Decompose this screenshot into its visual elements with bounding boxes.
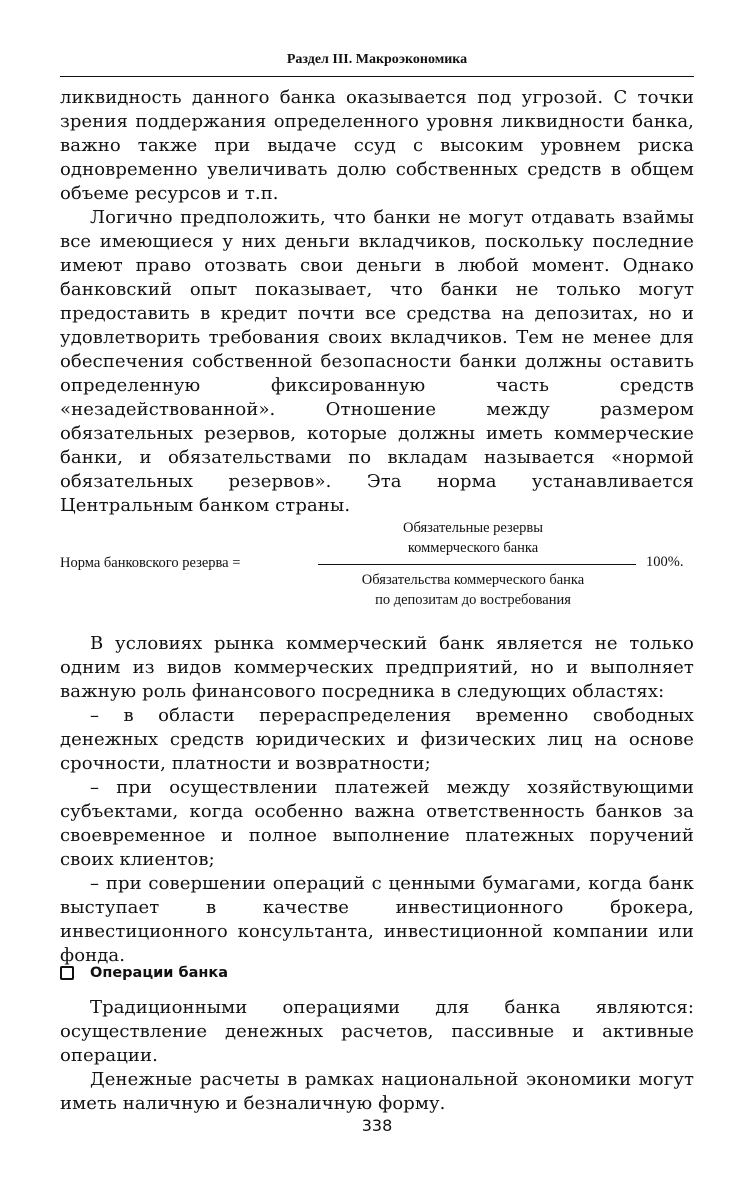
paragraph-liquidity: ликвидность данного банка оказывается под угрозой. С точки зрения поддержания определенного уровня ликвидности банка, важно также при выдаче ссуд с высоким уровнем риска одновременно увеличивать долю собственных средств в общем объеме ресурсов и т.п. xyxy=(60,87,694,204)
denominator-line-2: по депозитам до востребования xyxy=(375,592,571,608)
list-item-securities: – при совершении операций с ценными бумагами, когда банк выступает в качестве инвестиционного брокера, инвестиционного консультанта, инвестиционной компании или фонда. xyxy=(60,873,694,966)
running-header: Раздел III. Макроэкономика xyxy=(286,52,468,67)
formula-denominator xyxy=(318,570,628,610)
page-number: 338 xyxy=(361,1116,393,1135)
text-block-top xyxy=(60,86,694,518)
formula-lhs: Норма банковского резерва = xyxy=(60,555,241,571)
paragraph-operations: Традиционными операциями для банка являются: осуществление денежных расчетов, пассивные и активные операции. xyxy=(60,997,694,1066)
numerator-line-2: коммерческого банка xyxy=(407,540,539,556)
numerator-line-1: Обязательные резервы xyxy=(403,520,543,536)
square-bullet-icon xyxy=(60,966,74,980)
text-block-bottom xyxy=(60,996,694,1116)
reserve-ratio-formula xyxy=(60,514,694,614)
list-item-redistribution: – в области перераспределения временно свободных денежных средств юридических и физических лиц на основе срочности, платности и возвратности; xyxy=(60,705,694,774)
list-item-payments: – при осуществлении платежей между хозяйствующими субъектами, когда особенно важна ответственность банков за своевременное и полное выполнение платежных поручений своих клиентов; xyxy=(60,777,694,870)
paragraph-intermediary: В условиях рынка коммерческий банк является не только одним из видов коммерческих предприятий, но и выполняет важную роль финансового посредника в следующих областях: xyxy=(60,633,694,702)
paragraph-reserves: Логично предположить, что банки не могут отдавать взаймы все имеющиеся у них деньги вкладчиков, поскольку последние имеют право отозвать свои деньги в любой момент. Однако банковский опыт показывает, что банки не только могут предоставить в кредит почти все средства на депозитах, но и удовлетворить требования своих вкладчиков. Тем не менее для обеспечения собственной безопасности банки должны оставить определенную фиксированную часть средств «незадействованной». Отношение между размером обязательных резервов, которые должны иметь коммерческие банки, и обязательствами по вкладам называется «нормой обязательных резервов». Эта норма устанавливается Центральным банком страны. xyxy=(60,207,694,516)
paragraph-settlements: Денежные расчеты в рамках национальной экономики могут иметь наличную и безналичную форму. xyxy=(60,1069,694,1114)
text-block-middle xyxy=(60,632,694,968)
header-rule xyxy=(60,76,694,77)
formula-numerator xyxy=(318,518,628,558)
fraction-bar xyxy=(318,564,636,565)
section-title: Операции банка xyxy=(90,965,229,981)
formula-multiplier: 100%. xyxy=(646,554,684,570)
denominator-line-1: Обязательства коммерческого банка xyxy=(361,572,585,588)
section-heading xyxy=(60,962,228,984)
